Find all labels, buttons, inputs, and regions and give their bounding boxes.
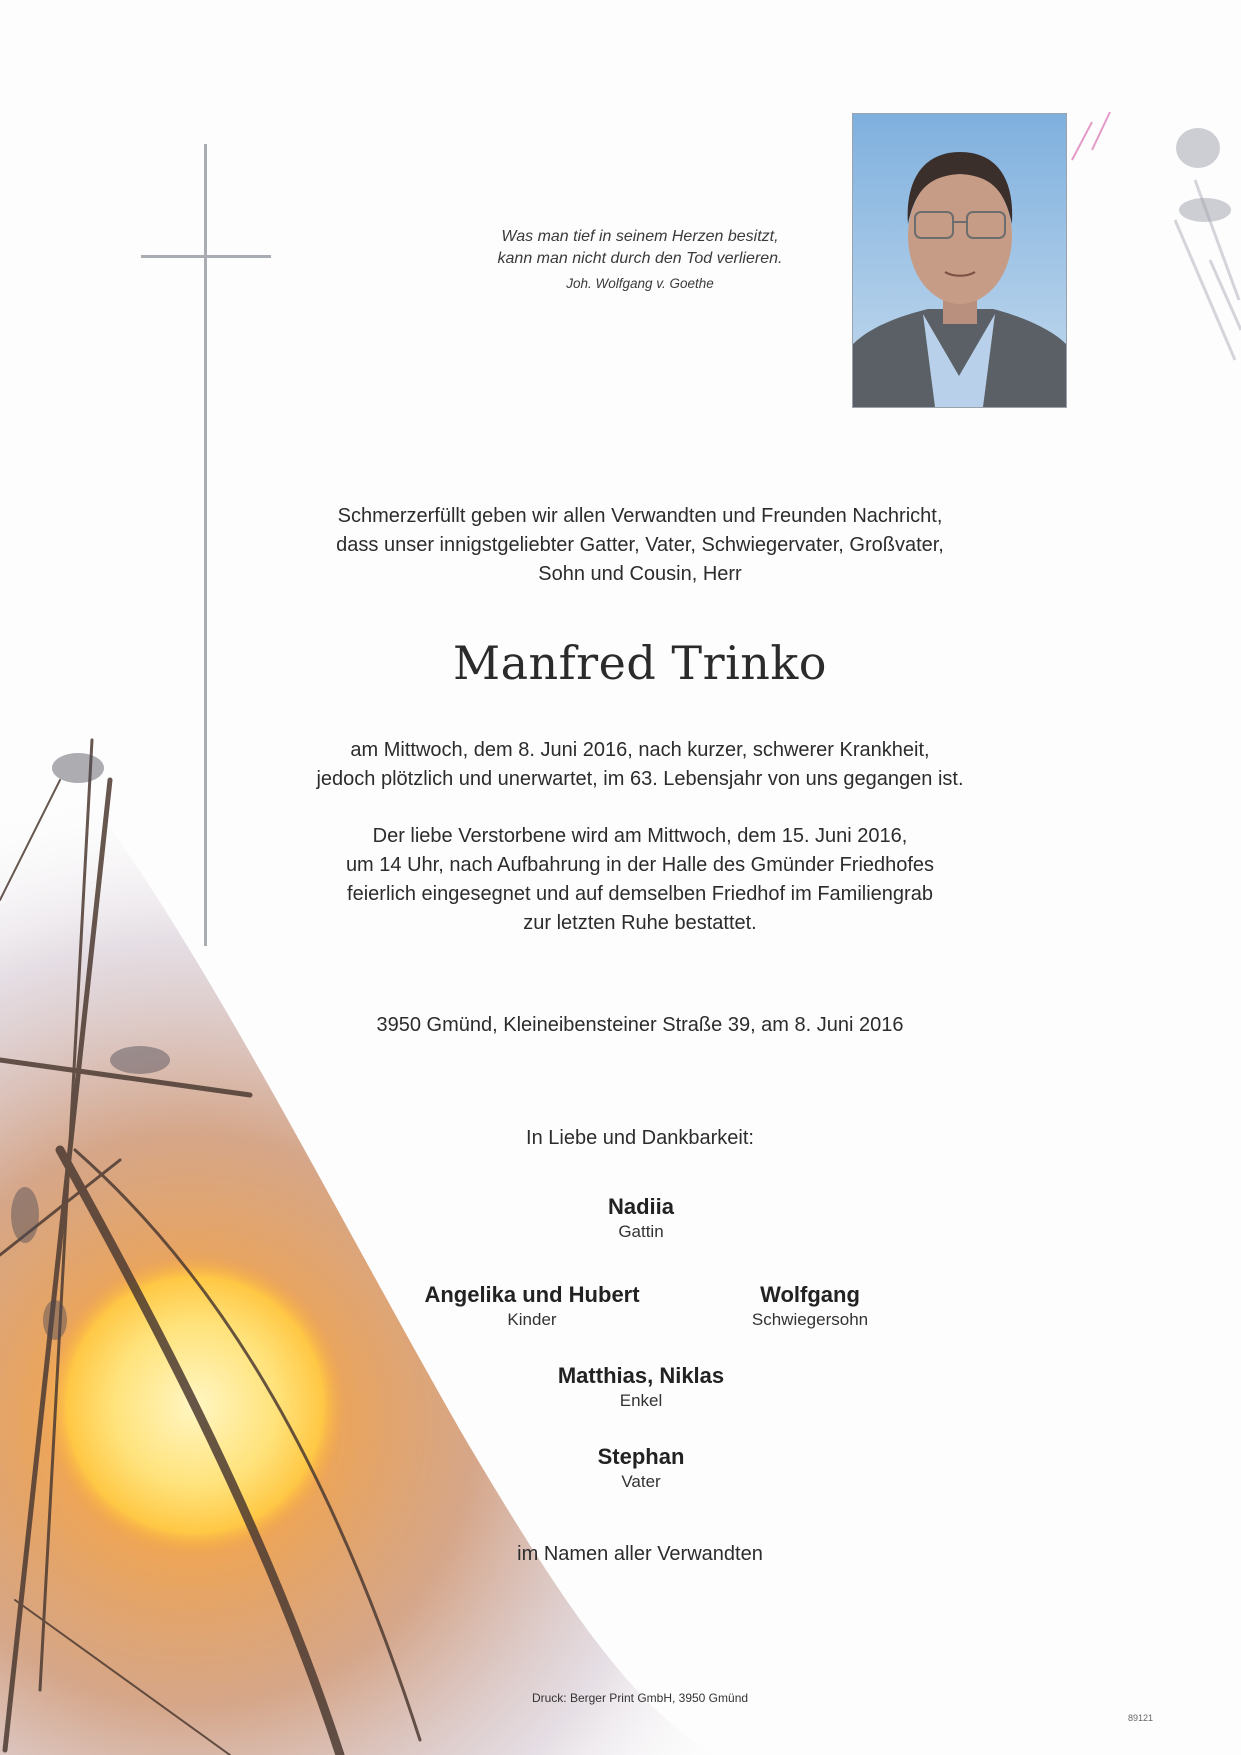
mourner-name: Wolfgang <box>760 1282 860 1307</box>
death-notice-line: jedoch plötzlich und unerwartet, im 63. Lebensjahr von uns gegangen ist. <box>316 768 964 790</box>
announcement-line: Sohn und Cousin, Herr <box>538 563 742 585</box>
funeral-line: zur letzten Ruhe bestattet. <box>523 912 757 934</box>
mourner-father <box>481 1443 801 1493</box>
quote-line: kann man nicht durch den Tod verlieren. <box>497 250 783 267</box>
mourner-name: Nadiia <box>607 1194 675 1219</box>
mourner-role: Kinder <box>507 1310 557 1329</box>
funeral-details-text <box>200 822 1080 938</box>
mourner-spouse <box>481 1193 801 1243</box>
mourner-role: Schwiegersohn <box>751 1310 869 1329</box>
death-notice-line: am Mittwoch, dem 8. Juni 2016, nach kurzer, schwerer Krankheit, <box>350 739 930 761</box>
funeral-line: um 14 Uhr, nach Aufbahrung in der Halle des Gmünder Friedhofes <box>345 854 935 876</box>
cross-horizontal-bar <box>141 255 271 258</box>
funeral-line: Der liebe Verstorbene wird am Mittwoch, dem 15. Juni 2016, <box>372 825 908 847</box>
deceased-name: Manfred Trinko <box>452 636 828 690</box>
announcement-line: dass unser innigstgeliebter Gatter, Vater, Schwiegervater, Großvater, <box>336 534 944 556</box>
announcement-line: Schmerzerfüllt geben wir allen Verwandten und Freunden Nachricht, <box>337 505 943 527</box>
mourner-children <box>372 1281 692 1331</box>
footer-code: 89121 <box>1128 1713 1154 1723</box>
mourner-role: Gattin <box>618 1222 664 1241</box>
mourner-grandchildren <box>481 1362 801 1412</box>
announcement-text <box>200 502 1080 589</box>
printer-credit: Druck: Berger Print GmbH, 3950 Gmünd <box>531 1691 749 1705</box>
mourner-name: Angelika und Hubert <box>424 1282 640 1307</box>
mourner-role: Vater <box>621 1472 661 1491</box>
funeral-line: feierlich eingesegnet und auf demselben Friedhof im Familiengrab <box>347 883 933 905</box>
portrait-photo <box>852 113 1067 408</box>
mourner-role: Enkel <box>619 1391 663 1410</box>
address-line: 3950 Gmünd, Kleineibensteiner Straße 39, am 8. Juni 2016 <box>376 1014 904 1036</box>
quote-line: Was man tief in seinem Herzen besitzt, <box>501 228 779 245</box>
death-notice-text <box>200 736 1080 794</box>
mourner-name: Matthias, Niklas <box>557 1363 725 1388</box>
goethe-quote <box>440 226 840 291</box>
mourner-son-in-law <box>650 1281 970 1331</box>
quote-author: Joh. Wolfgang v. Goethe <box>566 276 714 291</box>
mourner-name: Stephan <box>597 1444 685 1469</box>
closing-line: In Liebe und Dankbarkeit: <box>526 1127 754 1149</box>
family-line: im Namen aller Verwandten <box>517 1543 763 1565</box>
